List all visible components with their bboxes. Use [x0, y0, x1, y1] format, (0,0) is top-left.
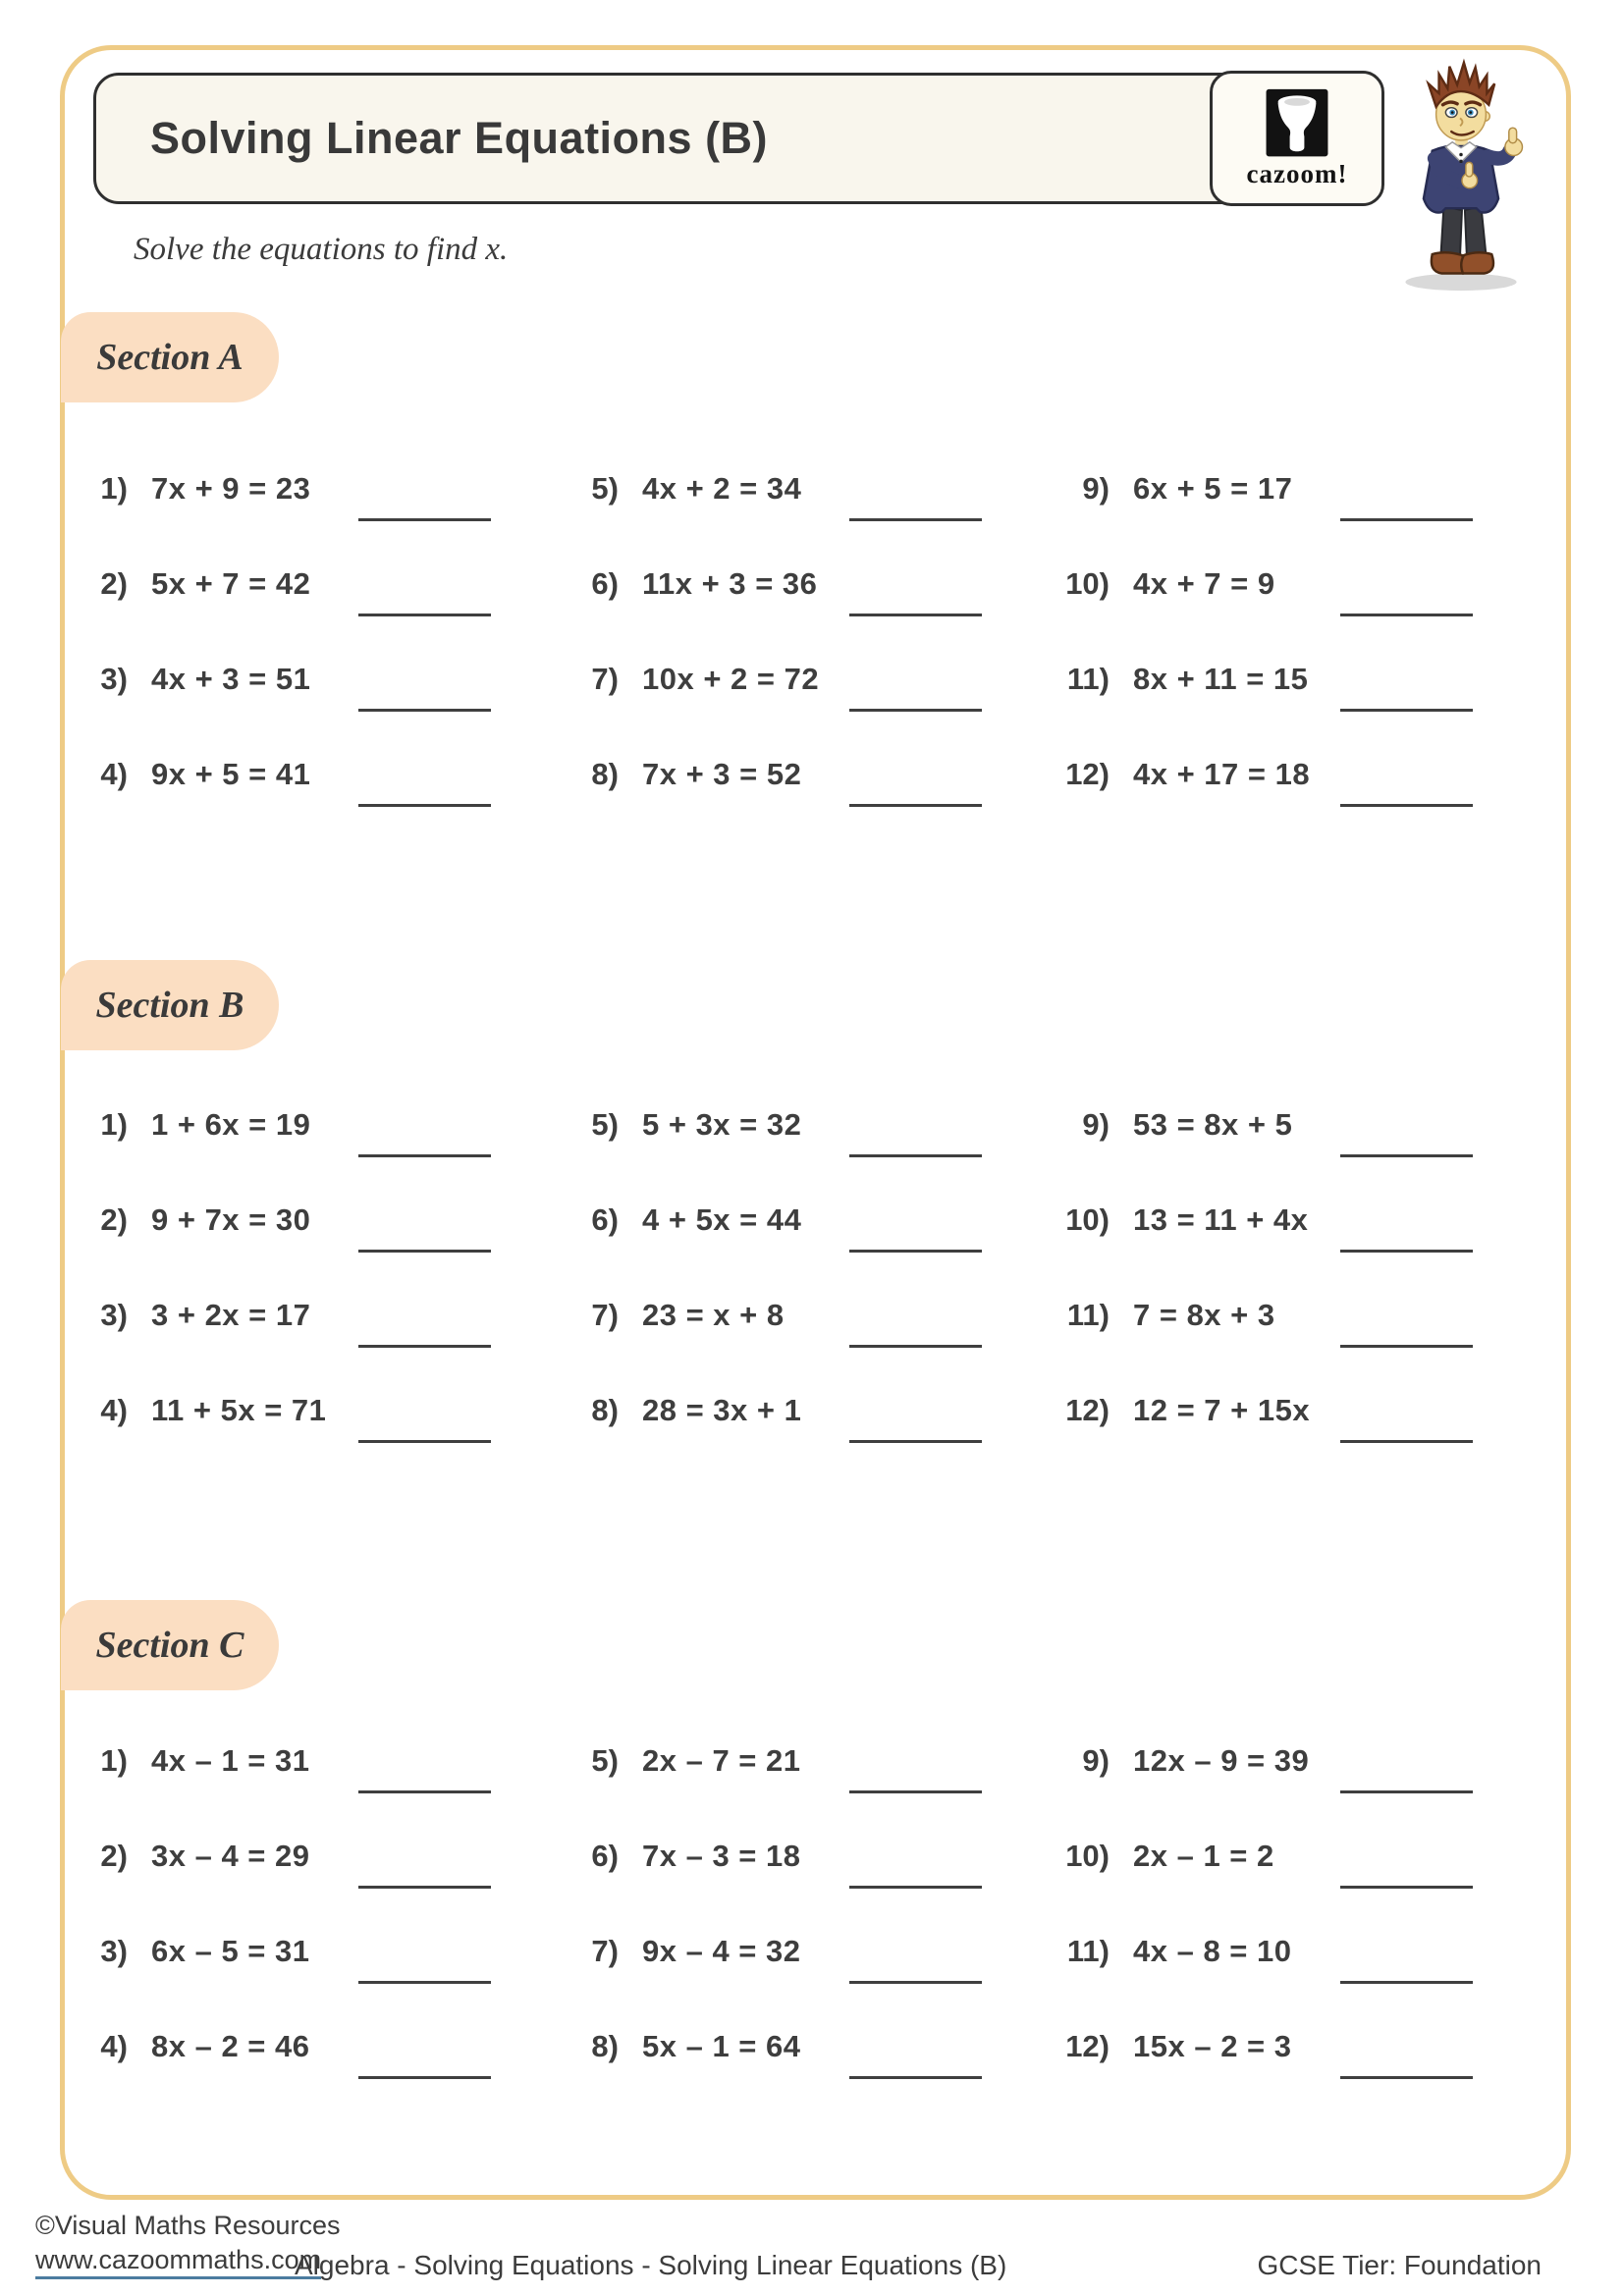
problem-item	[74, 662, 565, 757]
problem-number: 6)	[591, 1202, 619, 1237]
problem-item	[1056, 1298, 1546, 1393]
equation-text: 1 + 6x = 19	[151, 1107, 311, 1142]
problem-item	[565, 757, 1056, 852]
problem-number: 10)	[1065, 566, 1110, 601]
problem-number: 3)	[100, 1934, 128, 1968]
mascot-boy-illustration	[1382, 55, 1540, 294]
problem-number: 6)	[591, 566, 619, 601]
answer-blank[interactable]	[358, 1981, 491, 1984]
problem-number: 7)	[591, 1934, 619, 1968]
problem-item	[1056, 471, 1546, 566]
problem-item	[74, 1839, 565, 1934]
section-a-problems	[74, 471, 1546, 852]
answer-blank[interactable]	[849, 804, 982, 807]
section-b-label: Section B	[61, 960, 279, 1050]
answer-blank[interactable]	[849, 614, 982, 616]
answer-blank[interactable]	[358, 1886, 491, 1889]
footer-breadcrumb: Algebra - Solving Equations - Solving Linear Equations (B)	[295, 2250, 1007, 2280]
answer-blank[interactable]	[849, 1790, 982, 1793]
cazoom-logo	[1210, 71, 1384, 206]
footer-copyright: ©Visual Maths Resources	[35, 2211, 341, 2240]
instruction-text: Solve the equations to find x.	[134, 232, 509, 267]
problem-number: 3)	[100, 1298, 128, 1332]
problem-item	[565, 566, 1056, 662]
problem-number: 5)	[591, 1107, 619, 1142]
problem-number: 4)	[100, 2029, 128, 2063]
problem-number: 11)	[1066, 662, 1110, 696]
equation-text: 9 + 7x = 30	[151, 1202, 311, 1237]
problem-number: 11)	[1066, 1298, 1110, 1332]
equation-text: 2x – 1 = 2	[1133, 1839, 1274, 1873]
problem-item	[74, 1107, 565, 1202]
equation-text: 4x + 7 = 9	[1133, 566, 1275, 601]
problem-number: 4)	[100, 757, 128, 791]
equation-text: 9x + 5 = 41	[151, 757, 311, 791]
problem-item	[74, 1202, 565, 1298]
problem-number: 1)	[100, 471, 128, 506]
problem-number: 10)	[1065, 1839, 1110, 1873]
problem-item	[1056, 1107, 1546, 1202]
answer-blank[interactable]	[1340, 1981, 1473, 1984]
answer-blank[interactable]	[358, 614, 491, 616]
answer-blank[interactable]	[849, 1440, 982, 1443]
answer-blank[interactable]	[358, 1250, 491, 1253]
drum-icon	[1265, 88, 1329, 161]
answer-blank[interactable]	[1340, 1440, 1473, 1443]
problem-number: 7)	[591, 1298, 619, 1332]
problem-item	[74, 1298, 565, 1393]
problem-number: 7)	[591, 662, 619, 696]
problem-item	[74, 471, 565, 566]
equation-text: 28 = 3x + 1	[642, 1393, 802, 1427]
equation-text: 23 = x + 8	[642, 1298, 785, 1332]
problem-item	[1056, 1202, 1546, 1298]
header-title-box	[93, 73, 1383, 204]
problem-item	[565, 1202, 1056, 1298]
problem-number: 9)	[1082, 1107, 1110, 1142]
equation-text: 11x + 3 = 36	[642, 566, 818, 601]
footer-website-link[interactable]: www.cazoommaths.com	[35, 2245, 321, 2279]
problem-number: 8)	[591, 2029, 619, 2063]
answer-blank[interactable]	[849, 518, 982, 521]
equation-text: 7 = 8x + 3	[1133, 1298, 1275, 1332]
equation-text: 6x – 5 = 31	[151, 1934, 310, 1968]
equation-text: 11 + 5x = 71	[151, 1393, 327, 1427]
problem-number: 12)	[1065, 757, 1110, 791]
answer-blank[interactable]	[849, 1154, 982, 1157]
problem-item	[565, 1743, 1056, 1839]
equation-text: 7x – 3 = 18	[642, 1839, 801, 1873]
problem-item	[1056, 566, 1546, 662]
problem-number: 5)	[591, 1743, 619, 1778]
problem-number: 9)	[1082, 1743, 1110, 1778]
problem-number: 10)	[1065, 1202, 1110, 1237]
answer-blank[interactable]	[358, 518, 491, 521]
equation-text: 13 = 11 + 4x	[1133, 1202, 1309, 1237]
problem-item	[74, 566, 565, 662]
problem-number: 8)	[591, 757, 619, 791]
problem-number: 1)	[100, 1743, 128, 1778]
answer-blank[interactable]	[1340, 709, 1473, 712]
problem-item	[565, 1393, 1056, 1488]
equation-text: 2x – 7 = 21	[642, 1743, 801, 1778]
equation-text: 4x – 8 = 10	[1133, 1934, 1292, 1968]
problem-item	[565, 1107, 1056, 1202]
answer-blank[interactable]	[1340, 1790, 1473, 1793]
equation-text: 53 = 8x + 5	[1133, 1107, 1293, 1142]
section-c-problems	[74, 1743, 1546, 2124]
section-c-label: Section C	[61, 1600, 279, 1690]
problem-number: 12)	[1065, 1393, 1110, 1427]
problem-number: 2)	[100, 1839, 128, 1873]
equation-text: 4x – 1 = 31	[151, 1743, 310, 1778]
equation-text: 5x – 1 = 64	[642, 2029, 801, 2063]
equation-text: 7x + 9 = 23	[151, 471, 311, 506]
equation-text: 5 + 3x = 32	[642, 1107, 802, 1142]
problem-number: 1)	[100, 1107, 128, 1142]
problem-item	[74, 2029, 565, 2124]
answer-blank[interactable]	[849, 709, 982, 712]
answer-blank[interactable]	[1340, 1886, 1473, 1889]
problem-item	[1056, 1934, 1546, 2029]
footer-gcse-tier: GCSE Tier: Foundation	[1257, 2250, 1542, 2280]
equation-text: 8x – 2 = 46	[151, 2029, 310, 2063]
worksheet-title: Solving Linear Equations (B)	[150, 113, 769, 163]
equation-text: 4x + 3 = 51	[151, 662, 311, 696]
answer-blank[interactable]	[358, 2076, 491, 2079]
section-b-problems	[74, 1107, 1546, 1488]
problem-number: 5)	[591, 471, 619, 506]
answer-blank[interactable]	[849, 1345, 982, 1348]
answer-blank[interactable]	[849, 1250, 982, 1253]
equation-text: 4x + 17 = 18	[1133, 757, 1311, 791]
problem-item	[565, 1839, 1056, 1934]
answer-blank[interactable]	[849, 1981, 982, 1984]
answer-blank[interactable]	[849, 2076, 982, 2079]
equation-text: 12 = 7 + 15x	[1133, 1393, 1311, 1427]
problem-number: 6)	[591, 1839, 619, 1873]
equation-text: 15x – 2 = 3	[1133, 2029, 1292, 2063]
problem-number: 3)	[100, 662, 128, 696]
problem-item	[1056, 2029, 1546, 2124]
problem-item	[1056, 1393, 1546, 1488]
answer-blank[interactable]	[1340, 1154, 1473, 1157]
answer-blank[interactable]	[849, 1886, 982, 1889]
answer-blank[interactable]	[1340, 804, 1473, 807]
problem-item	[565, 1298, 1056, 1393]
answer-blank[interactable]	[358, 709, 491, 712]
problem-item	[74, 757, 565, 852]
equation-text: 6x + 5 = 17	[1133, 471, 1293, 506]
equation-text: 3x – 4 = 29	[151, 1839, 310, 1873]
equation-text: 9x – 4 = 32	[642, 1934, 801, 1968]
answer-blank[interactable]	[1340, 614, 1473, 616]
equation-text: 5x + 7 = 42	[151, 566, 311, 601]
answer-blank[interactable]	[1340, 518, 1473, 521]
answer-blank[interactable]	[358, 1440, 491, 1443]
problem-item	[1056, 1839, 1546, 1934]
mascot-shadow	[1405, 274, 1516, 292]
problem-number: 2)	[100, 566, 128, 601]
problem-number: 9)	[1082, 471, 1110, 506]
equation-text: 12x – 9 = 39	[1133, 1743, 1310, 1778]
problem-item	[565, 471, 1056, 566]
problem-number: 11)	[1066, 1934, 1110, 1968]
problem-item	[74, 1743, 565, 1839]
problem-item	[565, 662, 1056, 757]
problem-item	[74, 1393, 565, 1488]
equation-text: 4x + 2 = 34	[642, 471, 802, 506]
answer-blank[interactable]	[1340, 1250, 1473, 1253]
problem-item	[74, 1934, 565, 2029]
problem-item	[1056, 757, 1546, 852]
problem-number: 4)	[100, 1393, 128, 1427]
answer-blank[interactable]	[1340, 2076, 1473, 2079]
answer-blank[interactable]	[358, 804, 491, 807]
problem-item	[565, 2029, 1056, 2124]
equation-text: 8x + 11 = 15	[1133, 662, 1309, 696]
answer-blank[interactable]	[358, 1154, 491, 1157]
problem-number: 2)	[100, 1202, 128, 1237]
problem-number: 8)	[591, 1393, 619, 1427]
logo-wordmark: cazoom!	[1246, 158, 1348, 188]
equation-text: 4 + 5x = 44	[642, 1202, 802, 1237]
answer-blank[interactable]	[358, 1790, 491, 1793]
problem-item	[1056, 662, 1546, 757]
section-a-label: Section A	[61, 312, 279, 402]
problem-number: 12)	[1065, 2029, 1110, 2063]
problem-item	[565, 1934, 1056, 2029]
answer-blank[interactable]	[358, 1345, 491, 1348]
equation-text: 7x + 3 = 52	[642, 757, 802, 791]
problem-item	[1056, 1743, 1546, 1839]
answer-blank[interactable]	[1340, 1345, 1473, 1348]
equation-text: 3 + 2x = 17	[151, 1298, 311, 1332]
equation-text: 10x + 2 = 72	[642, 662, 820, 696]
